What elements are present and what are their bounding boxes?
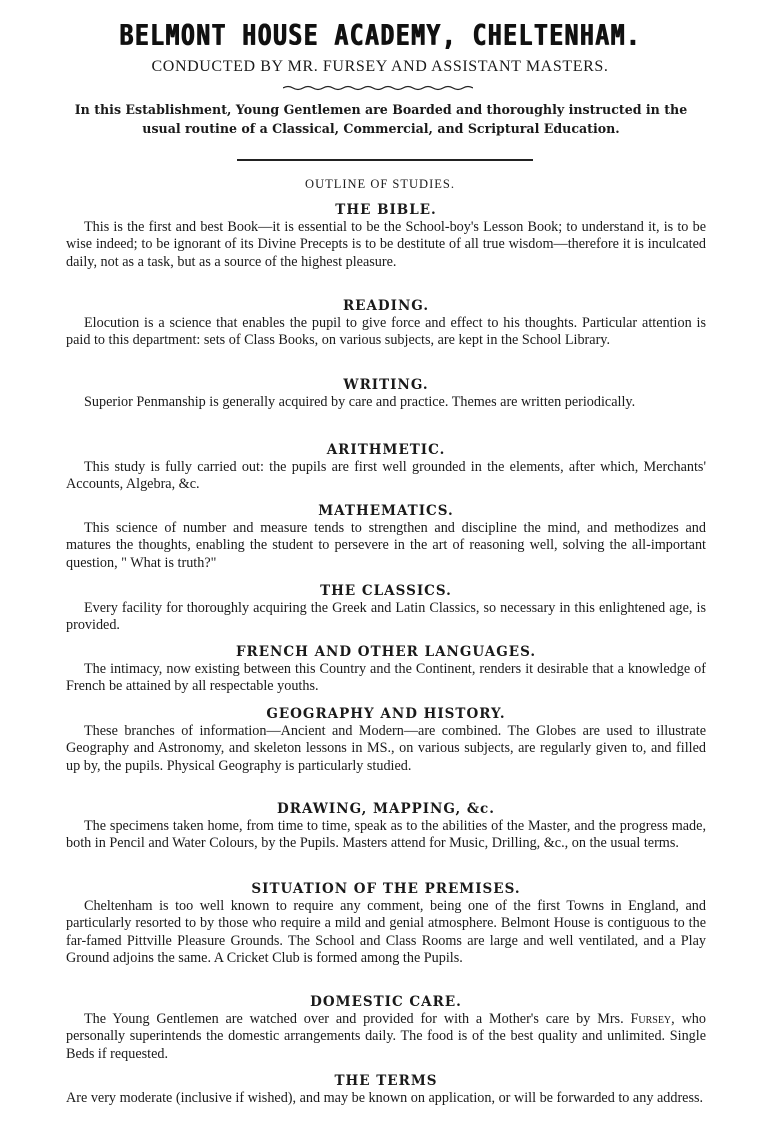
section-body: This is the first and best Book—it is essential to be the School-boy's Lesson Book; to understand it, is to be wise indeed; to be ignorant of its Divine Precepts is to be destitute of all true wisdom—therefore it is inculcated daily, not as a task, but as a source of the highest pleasure. — [66, 219, 706, 270]
section-heading: THE BIBLE. — [335, 202, 437, 218]
section-geography — [66, 705, 706, 775]
section-heading: ARITHMETIC. — [326, 442, 446, 458]
conductor-subtitle: CONDUCTED BY MR. FURSEY AND ASSISTANT MASTERS. — [151, 58, 609, 75]
section-body: The specimens taken home, from time to time, speak as to the abilities of the Master, and the progress made, both in Pencil and Water Colours, by the Pupils. Masters attend for Music, Drilling, &c., on the usual terms. — [66, 818, 706, 852]
section-body: This study is fully carried out: the pupils are first well grounded in the elements, after which, Merchants' Accounts, Algebra, &c. — [66, 459, 706, 493]
section-french — [66, 643, 706, 696]
section-reading — [66, 297, 706, 350]
section-heading: THE CLASSICS. — [320, 583, 452, 599]
wavy-divider — [283, 84, 473, 94]
section-body — [66, 1011, 706, 1063]
section-body: Every facility for thoroughly acquiring the Greek and Latin Classics, so necessary in this enlightened age, is provided. — [66, 600, 706, 634]
section-heading: MATHEMATICS. — [318, 503, 454, 519]
body-text: , who personally superintends the domestic arrangements daily. The food is of the best quality and unlimited. Single Beds if requested. — [66, 1011, 706, 1062]
section-body: Are very moderate (inclusive if wished), and may be known on application, or will be forwarded to any address. — [66, 1090, 704, 1106]
section-body: Cheltenham is too well known to require any comment, being one of the first Towns in England, and particularly resorted to by those who require a mild and genial atmosphere. Belmont House is contiguous to the far-famed Pittville Pleasure Grounds. The School and Class Rooms are large and well ventilated, and a Play Ground adjoins the same. A Cricket Club is formed among the Pupils. — [66, 898, 706, 966]
section-heading: DRAWING, MAPPING, &c. — [277, 801, 495, 817]
section-heading: DOMESTIC CARE. — [310, 994, 462, 1010]
section-arithmetic — [66, 441, 706, 494]
academy-title: BELMONT HOUSE ACADEMY, CHELTENHAM. — [119, 20, 641, 53]
section-bible — [66, 201, 706, 271]
body-text: The Young Gentlemen are watched over and provided for with a Mother's care by Mrs. — [84, 1011, 631, 1027]
outline-title: OUTLINE OF STUDIES. — [305, 177, 455, 191]
section-writing — [66, 376, 706, 411]
section-heading: THE TERMS — [334, 1073, 438, 1089]
section-heading: FRENCH AND OTHER LANGUAGES. — [235, 644, 537, 660]
section-domestic-care — [66, 993, 706, 1063]
section-drawing — [66, 800, 706, 853]
section-body: The intimacy, now existing between this Country and the Continent, renders it desirable that a knowledge of French be attained by all respectable youths. — [66, 661, 706, 695]
section-body: These branches of information—Ancient and Modern—are combined. The Globes are used to illustrate Geography and Astronomy, and skeleton lessons in MS., on various subjects, are regularly given to, and filled up by, the pupils. Physical Geography is particularly studied. — [66, 723, 706, 774]
mrs-fursey-name: Fursey — [630, 1011, 672, 1027]
section-heading: GEOGRAPHY AND HISTORY. — [266, 706, 506, 722]
section-body: Superior Penmanship is generally acquired by care and practice. Themes are written periodically. — [84, 394, 636, 410]
section-body: This science of number and measure tends to strengthen and discipline the mind, and methodizes and matures the thoughts, enabling the student to persevere in the art of reasoning well, solving the all-important question, " What is truth?" — [66, 520, 706, 571]
establishment-intro: In this Establishment, Young Gentlemen are Boarded and thoroughly instructed in the usual routine of a Classical, Commercial, and Scriptural Education. — [74, 102, 688, 136]
section-terms — [66, 1072, 706, 1107]
horizontal-rule — [237, 159, 533, 161]
section-heading: WRITING. — [343, 377, 429, 393]
section-body: Elocution is a science that enables the pupil to give force and effect to his thoughts. Particular attention is paid to this department: sets of Class Books, on various subjects, are kept in the School Library. — [66, 315, 706, 349]
section-mathematics — [66, 502, 706, 572]
section-premises — [66, 880, 706, 967]
section-classics — [66, 582, 706, 635]
section-heading: SITUATION OF THE PREMISES. — [251, 881, 521, 897]
section-heading: READING. — [342, 298, 430, 314]
